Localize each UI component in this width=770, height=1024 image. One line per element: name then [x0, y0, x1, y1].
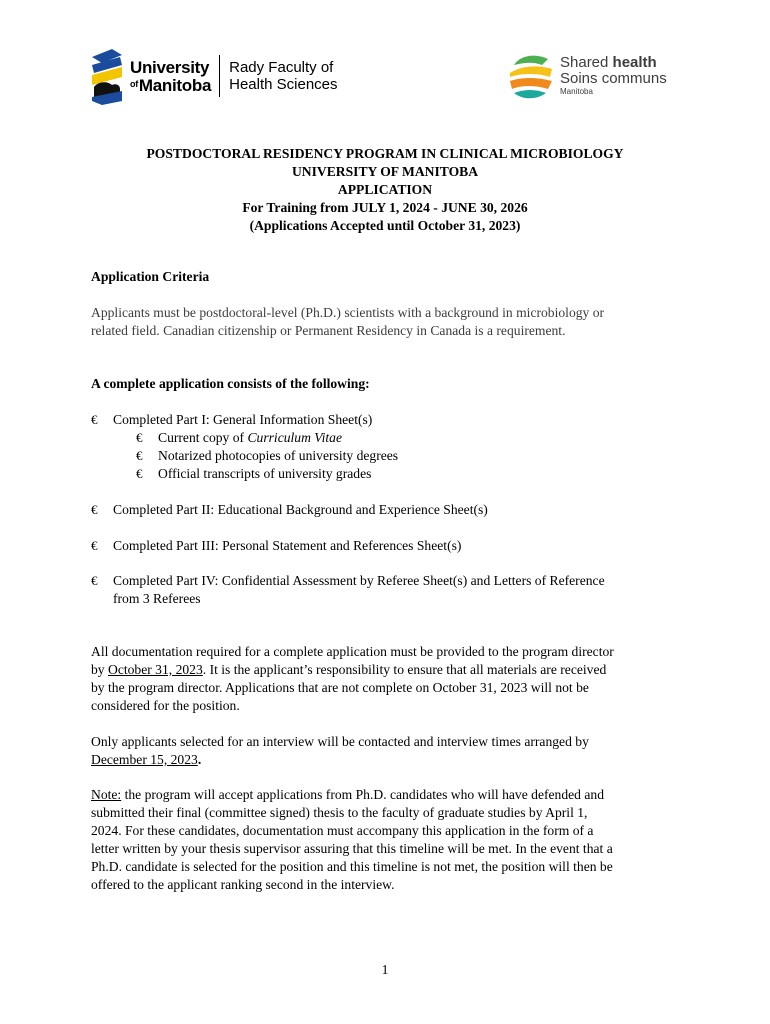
- bullet-icon: €: [91, 573, 98, 588]
- part1-sub-cv: [158, 429, 342, 447]
- note-line-1: [91, 786, 604, 804]
- documentation-line-3: by the program director. Applications that are not complete on October 31, 2023 will not be: [91, 680, 589, 695]
- shared-health-wordmark: [560, 55, 667, 97]
- part2-item: Completed Part II: Educational Background and Experience Sheet(s): [113, 502, 488, 517]
- title-line-4: For Training from JULY 1, 2024 - JUNE 30, 2026: [242, 200, 528, 215]
- interview-date: December 15, 2023: [91, 752, 198, 767]
- documentation-line-2-rest: . It is the applicant’s responsibility to ensure that all materials are received: [202, 662, 607, 677]
- cv-text: Current copy of: [158, 430, 248, 445]
- title-line-3: APPLICATION: [337, 182, 433, 197]
- documentation-by-text: by: [91, 662, 108, 677]
- interview-period: .: [197, 752, 202, 767]
- documentation-line-2: [91, 661, 606, 679]
- title-line-2: UNIVERSITY OF MANITOBA: [291, 164, 479, 179]
- rady-faculty-text: [229, 59, 337, 93]
- um-wordmark: [130, 59, 211, 94]
- um-manitoba-text: Manitoba: [138, 75, 212, 95]
- faculty-line-2: Health Sciences: [229, 76, 338, 93]
- part4-item-line-1: Completed Part IV: Confidential Assessment by Referee Sheet(s) and Letters of Reference: [113, 573, 605, 588]
- document-title: [0, 145, 770, 235]
- sh-shared-text: Shared: [560, 54, 609, 71]
- part4-item-line-2: from 3 Referees: [113, 591, 201, 606]
- sh-manitoba-text: Manitoba: [560, 87, 593, 96]
- complete-heading: A complete application consists of the following:: [91, 376, 370, 391]
- bullet-icon: €: [91, 538, 98, 553]
- note-line-2: submitted their final (committee signed) thesis to the faculty of graduate studies by April 1,: [91, 805, 588, 820]
- criteria-line-1: Applicants must be postdoctoral-level (Ph.D.) scientists with a background in microbiology or: [91, 305, 605, 320]
- note-line-4: letter written by your thesis supervisor assuring that this timeline will be met. In the event that a: [91, 841, 613, 856]
- shared-health-logo: [508, 50, 667, 102]
- interview-line-2: [91, 751, 201, 769]
- shared-health-mark-icon: [508, 51, 554, 101]
- faculty-line-1: Rady Faculty of: [229, 59, 334, 76]
- cv-italic-text: Curriculum Vitae: [247, 430, 342, 445]
- sh-soins-text: Soins communs: [560, 70, 667, 87]
- note-line-3: 2024. For these candidates, documentation must accompany this application in the form of a: [91, 823, 594, 838]
- part1-sub-degrees: Notarized photocopies of university degrees: [158, 448, 399, 463]
- criteria-line-2: related field. Canadian citizenship or Permanent Residency in Canada is a requirement.: [91, 323, 566, 338]
- part1-item: Completed Part I: General Information Sheet(s): [113, 412, 373, 427]
- bullet-icon: €: [91, 502, 98, 517]
- note-line-6: offered to the applicant ranking second in the interview.: [91, 877, 395, 892]
- um-of-text: of: [130, 78, 138, 89]
- deadline-date: October 31, 2023: [108, 662, 203, 677]
- university-of-manitoba-logo: [90, 46, 338, 106]
- note-label: Note:: [91, 787, 122, 802]
- note-line-1-text: the program will accept applications from Ph.D. candidates who will have defended and: [121, 787, 605, 802]
- part3-item: Completed Part III: Personal Statement and References Sheet(s): [113, 538, 462, 553]
- bullet-icon: €: [136, 448, 143, 463]
- bullet-icon: €: [91, 412, 98, 427]
- documentation-line-1: All documentation required for a complete application must be provided to the program director: [91, 644, 614, 659]
- um-crest-icon: [90, 47, 124, 105]
- part1-sub-transcripts: Official transcripts of university grades: [158, 466, 372, 481]
- sh-health-text: health: [612, 54, 657, 71]
- page-number: 1: [381, 962, 389, 977]
- bullet-icon: €: [136, 466, 143, 481]
- note-line-5: Ph.D. candidate is selected for the position and this timeline is not met, the position will then be: [91, 859, 613, 874]
- logo-divider: [219, 55, 220, 97]
- criteria-heading: Application Criteria: [91, 269, 210, 284]
- interview-line-1: Only applicants selected for an interview will be contacted and interview times arranged by: [91, 734, 589, 749]
- title-line-5: (Applications Accepted until October 31, 2023): [249, 218, 521, 233]
- documentation-line-4: considered for the position.: [91, 698, 240, 713]
- um-university-text: University: [130, 57, 210, 77]
- bullet-icon: €: [136, 430, 143, 445]
- title-line-1: POSTDOCTORAL RESIDENCY PROGRAM IN CLINICAL MICROBIOLOGY: [146, 146, 624, 161]
